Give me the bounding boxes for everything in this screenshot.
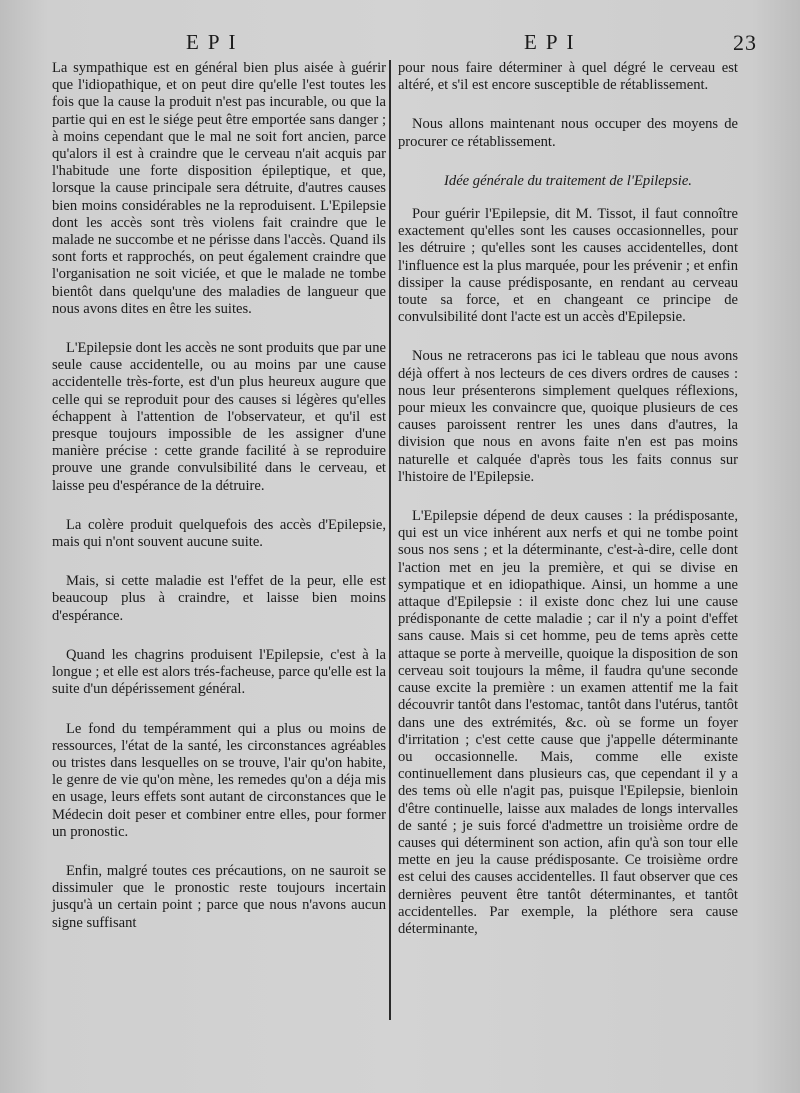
left-column <box>52 60 386 954</box>
paragraph: Nous allons maintenant nous occuper des moyens de procurer ce rétablissement. <box>398 116 738 150</box>
section-heading: Idée générale du traitement de l'Epilepsie. <box>444 172 692 189</box>
running-head-right: EPI <box>524 30 583 54</box>
paragraph: Le fond du tempéramment qui a plus ou moins de ressources, l'état de la santé, les circonstances agréables ou tristes dans lesquelles on se trouve, l'air qu'on habite, le genre de vie qu'on mène, les remedes qu'on a déja mis en usage, leurs effets sont autant de circonstances que le Médecin doit peser et combiner entre elles, pour former un pronostic. <box>52 720 386 840</box>
paragraph: pour nous faire déterminer à quel dégré le cerveau est altéré, et s'il est encore susceptible de rétablissement. <box>398 60 738 94</box>
paragraph: La sympathique est en général bien plus aisée à guérir que l'idiopathique, et on peut dire qu'elle l'est toutes les fois que la cause la produit n'est pas incurable, ou que la partie qui en est le siége peut être emportée sans danger ; à moins cependant que le mal ne soit fort ancien, parce qu'alors il est à craindre que le cerveau n'ait acquis par l'habitude une forte disposition épileptique, et que, lorsque la cause principale sera détruite, d'autres causes bien moins considérables ne la reproduisent. L'Epilepsie dont les accès sont très violens fait craindre que le malade ne succombe et ne périsse dans l'accès. Quand ils sont forts et rapprochés, on peut également craindre que l'organisation ne soit viciée, et que le malade ne tombe bientôt dans quelqu'une des maladies de langueur que nous avons dites en être les suites. <box>52 60 386 317</box>
right-column <box>398 60 738 960</box>
paragraph: L'Epilepsie dont les accès ne sont produits que par une seule cause accidentelle, ou au moins par une cause accidentelle très-forte, est d'un plus heureux augure que celle qui se reproduit pour des causes si légères qu'elles échappent à l'attention de l'observateur, et qu'il est presque toujours impossible de les assigner d'une manière précise : cette grande facilité à se reproduire prouve une grande convulsibilité dans le cerveau, et laisse peu d'espérance de la détruire. <box>52 340 386 494</box>
paragraph: La colère produit quelquefois des accès d'Epilepsie, mais qui n'ont souvent aucune suite. <box>52 516 386 551</box>
page-number: 23 <box>733 30 757 55</box>
paragraph: Quand les chagrins produisent l'Epilepsie, c'est à la longue ; et elle est alors trés-facheuse, parce qu'elle est la suite d'un dépérissement général. <box>52 646 386 698</box>
paragraph: Pour guérir l'Epilepsie, dit M. Tissot, il faut connoître exactement qu'elles sont les causes occasionnelles, pour les détruire ; qu'elles sont les causes accidentelles, dont l'influence est la plus marquée, pour les prévenir ; et enfin dissiper la cause prédisposante, en rendant au cerveau toute sa force, et en changeant ce principe de convulsibilité dont l'acte est un accès d'Epilepsie. <box>398 206 738 326</box>
column-divider <box>389 60 391 1020</box>
running-head-left: EPI <box>186 30 245 54</box>
paragraph: Nous ne retracerons pas ici le tableau que nous avons déjà offert à nos lecteurs de ces divers ordres de causes : nous leur présenterons simplement quelques réflexions, pour mieux les convaincre que, quoique plusieurs de ces causes paroissent rentrer les unes dans d'autres, la division que nous en avons faite n'en est pas moins naturelle et calquée d'après tous les faits connus sur l'histoire de l'Epilepsie. <box>398 348 738 485</box>
paragraph: Mais, si cette maladie est l'effet de la peur, elle est beaucoup plus à craindre, et laisse bien moins d'espérance. <box>52 573 386 624</box>
paragraph: L'Epilepsie dépend de deux causes : la prédisposante, qui est un vice inhérent aux nerfs et qui ne tombe point sous nos sens ; et la déterminante, c'est-à-dire, celle dont l'action met en jeu la première, et qui se divise en sympatique et en idiopathique. Ainsi, un homme a une attaque d'Epilepsie : il existe donc chez lui une cause prédisponante de cette maladie ; car il n'y a point d'effet sans cause. Mais si cet homme, peu de tems après cette attaque se porte à merveille, quoique la disposition de son cerveau soit toujours la même, il faudra qu'une seconde cause excite la première : un examen attentif me la fait découvrir tantôt dans l'estomac, tantôt dans l'utérus, tantôt dans une des extrémités, &c. où se forme un foyer d'irritation ; c'est cette cause que j'appelle déterminante ou occasionnelle. Mais, comme elle existe continuellement dans plusieurs cas, que cependant il y a des tems où elle n'agit pas, puisque l'Epilepsie, bienloin d'être continuelle, laisse aux malades de longs intervalles de santé ; je suis forcé d'admettre un troisième ordre de causes qui déterminent son action, afin qu'à son tour elle mette en jeu la cause prédisposante. Ce troisième ordre est celui des causes accidentelles. Il faut observer que ces dernières peuvent être tantôt déterminantes, et tantôt accidentelles. Par exemple, la pléthore sera cause déterminante, <box>398 508 738 937</box>
paragraph: Enfin, malgré toutes ces précautions, on ne sauroit se dissimuler que le pronostic reste toujours incertain jusqu'à un certain point ; parce que nous n'avons aucun signe suffisant <box>52 862 386 931</box>
